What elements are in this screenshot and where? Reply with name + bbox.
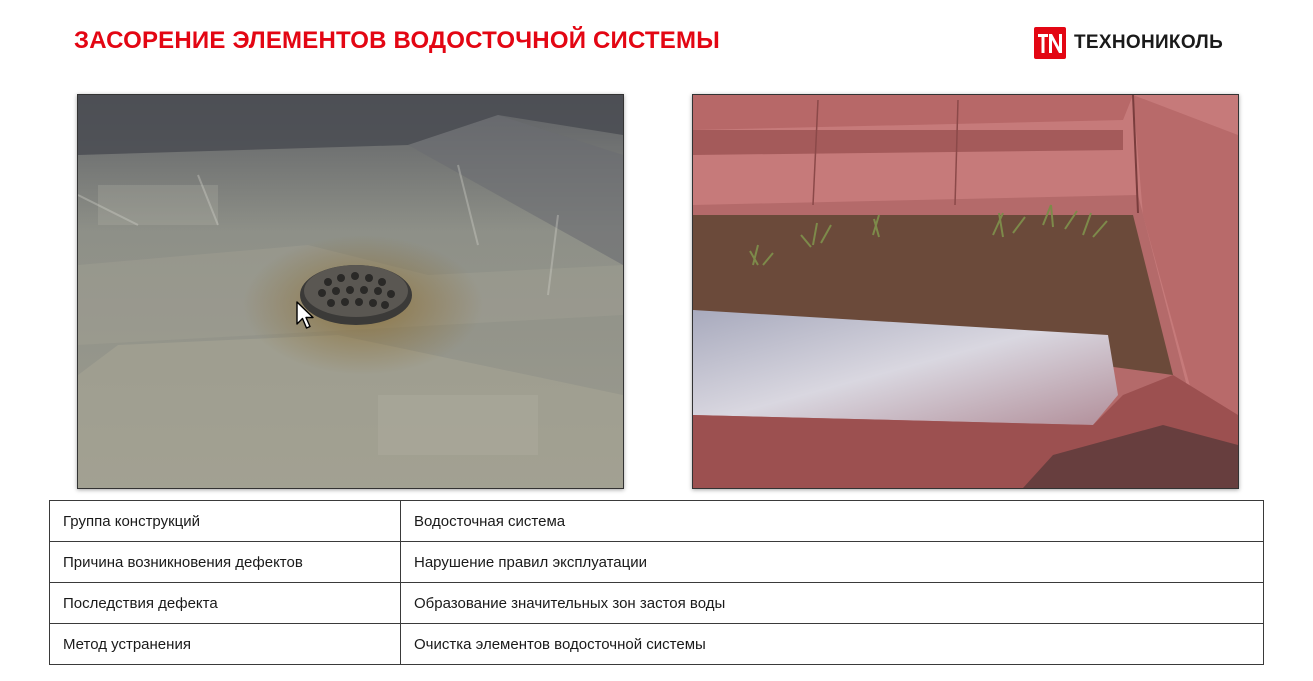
table-row: [50, 624, 1264, 665]
row-label-construction-group: Группа конструкций: [50, 501, 401, 542]
brand-name: ТЕХНОНИКОЛЬ: [1074, 32, 1224, 53]
photo-roof-corner-water: [692, 94, 1239, 489]
row-label-consequences: Последствия дефекта: [50, 583, 401, 624]
defect-info-table: [49, 500, 1264, 665]
row-label-cause: Причина возникновения дефектов: [50, 542, 401, 583]
page-title: ЗАСОРЕНИЕ ЭЛЕМЕНТОВ ВОДОСТОЧНОЙ СИСТЕМЫ: [74, 27, 720, 54]
table-row: [50, 583, 1264, 624]
mouse-pointer-icon: [296, 301, 316, 331]
row-value-remedy: Очистка элементов водосточной системы: [401, 624, 1264, 665]
tn-logo-icon: [1034, 27, 1066, 59]
row-value-cause: Нарушение правил эксплуатации: [401, 542, 1264, 583]
row-value-consequences: Образование значительных зон застоя воды: [401, 583, 1264, 624]
row-label-remedy: Метод устранения: [50, 624, 401, 665]
photo-roof-drain: [77, 94, 624, 489]
row-value-construction-group: Водосточная система: [401, 501, 1264, 542]
table-row: [50, 501, 1264, 542]
brand-logo: [1034, 27, 1223, 59]
table-row: [50, 542, 1264, 583]
